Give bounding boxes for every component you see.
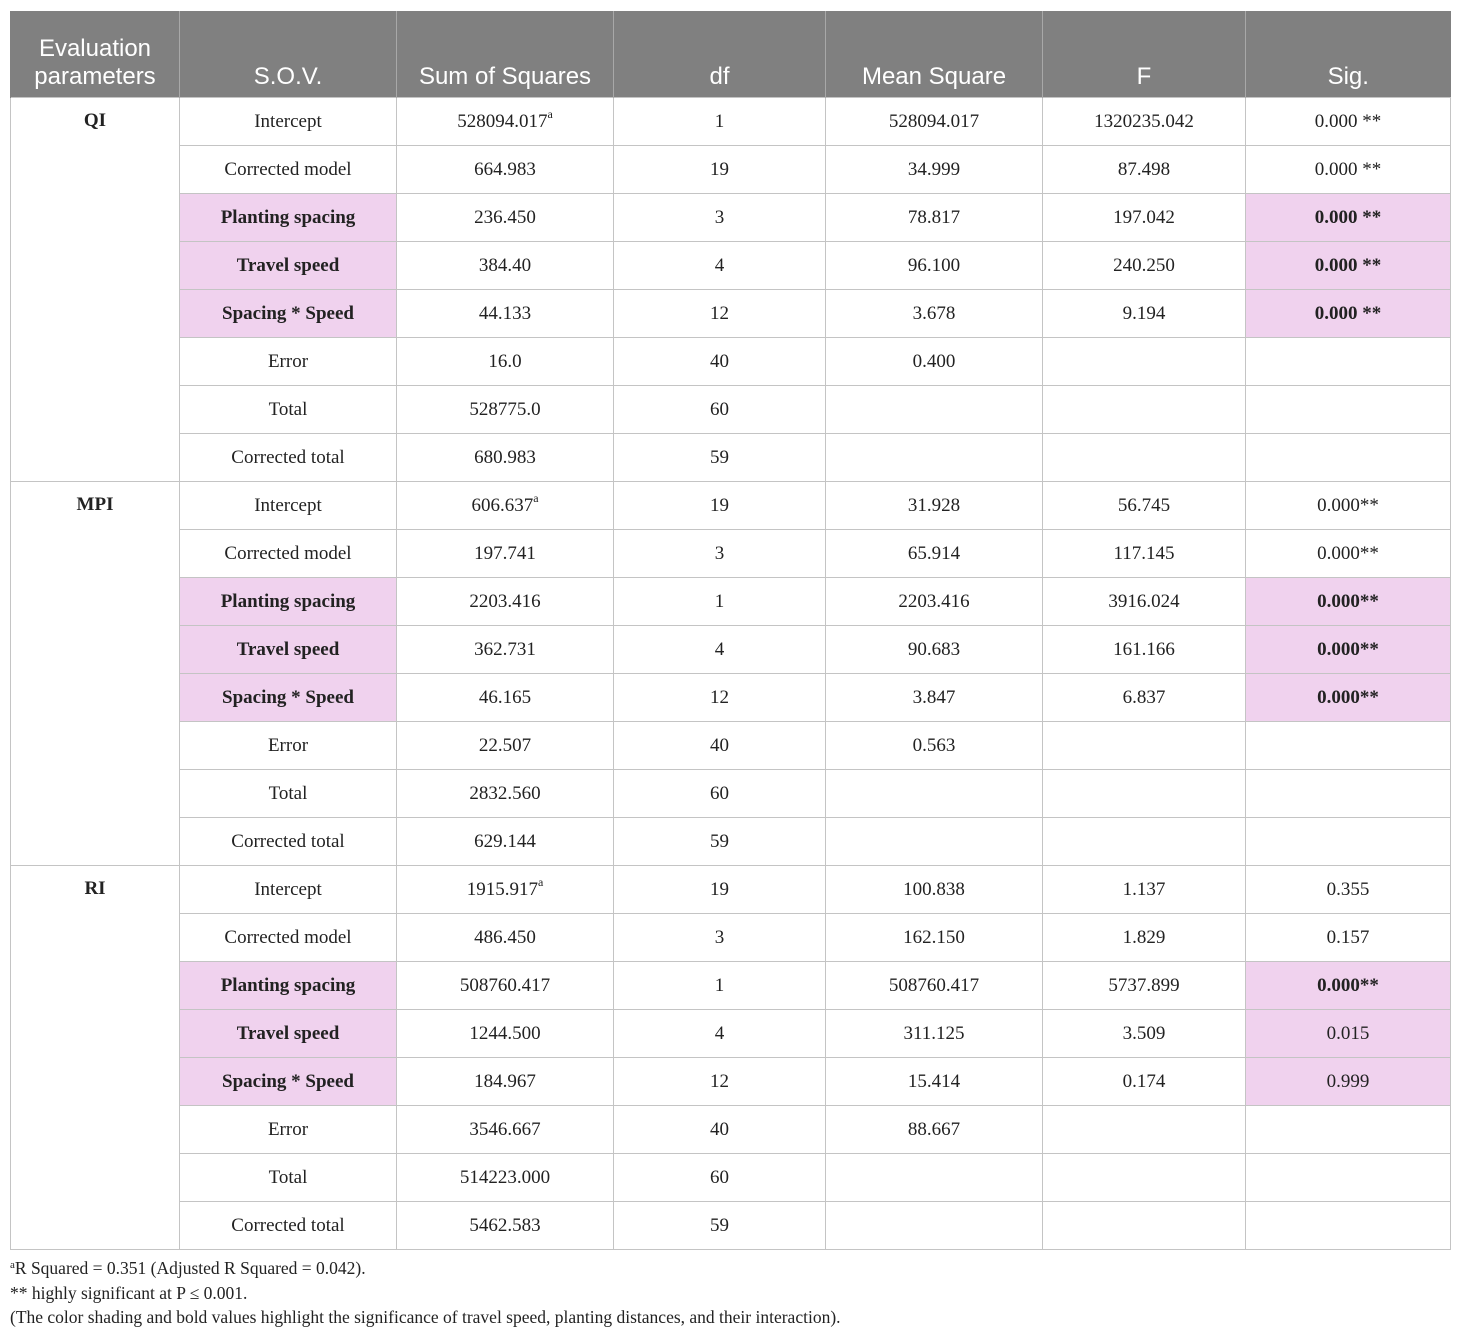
- table-row: [11, 962, 1451, 1010]
- sig-cell: 0.157: [1246, 914, 1451, 962]
- source-cell: Corrected model: [180, 530, 397, 578]
- f-cell: 117.145: [1043, 530, 1246, 578]
- f-cell: 6.837: [1043, 674, 1246, 722]
- sig-cell: 0.000**: [1246, 482, 1451, 530]
- f-cell: 1.137: [1043, 866, 1246, 914]
- f-cell: 1.829: [1043, 914, 1246, 962]
- source-cell: Total: [180, 386, 397, 434]
- table-row: [11, 866, 1451, 914]
- sig-cell: [1246, 434, 1451, 482]
- mean-square-cell: 508760.417: [826, 962, 1043, 1010]
- group-label: QI: [11, 98, 180, 482]
- table-row: [11, 434, 1451, 482]
- group-label: MPI: [11, 482, 180, 866]
- table-row: [11, 578, 1451, 626]
- sig-cell: [1246, 1106, 1451, 1154]
- mean-square-cell: 34.999: [826, 146, 1043, 194]
- sum-of-squares-cell: [397, 914, 614, 962]
- sum-of-squares-cell: [397, 962, 614, 1010]
- sum-of-squares-cell: [397, 194, 614, 242]
- mean-square-cell: [826, 770, 1043, 818]
- sum-of-squares-value: 514223.000: [459, 1166, 551, 1188]
- mean-square-cell: 528094.017: [826, 98, 1043, 146]
- sum-of-squares-value: 2203.416: [469, 590, 541, 612]
- source-cell: Total: [180, 1154, 397, 1202]
- sum-of-squares-cell: [397, 1154, 614, 1202]
- table-row: [11, 338, 1451, 386]
- mean-square-cell: 0.400: [826, 338, 1043, 386]
- mean-square-cell: 311.125: [826, 1010, 1043, 1058]
- df-cell: 59: [614, 434, 826, 482]
- source-cell: Planting spacing: [180, 578, 397, 626]
- footnote-color-shading: (The color shading and bold values highlight the significance of travel speed, planting distances, and their interaction).: [10, 1307, 841, 1327]
- table-row: [11, 98, 1451, 146]
- sum-of-squares-value: 16.0: [488, 350, 522, 372]
- df-cell: 4: [614, 1010, 826, 1058]
- sum-of-squares-cell: [397, 722, 614, 770]
- table-row: [11, 530, 1451, 578]
- sig-cell: 0.000 **: [1246, 98, 1451, 146]
- sig-cell: [1246, 770, 1451, 818]
- footnote-a-marker: a: [10, 1259, 15, 1271]
- f-cell: 161.166: [1043, 626, 1246, 674]
- source-cell: Spacing * Speed: [180, 290, 397, 338]
- df-cell: 12: [614, 674, 826, 722]
- source-cell: Error: [180, 1106, 397, 1154]
- header-f: F: [1043, 11, 1246, 98]
- mean-square-cell: 100.838: [826, 866, 1043, 914]
- df-cell: 4: [614, 242, 826, 290]
- header-row: [11, 11, 1451, 98]
- header-sov: S.O.V.: [180, 11, 397, 98]
- table-row: [11, 914, 1451, 962]
- f-cell: 9.194: [1043, 290, 1246, 338]
- df-cell: 3: [614, 530, 826, 578]
- f-cell: [1043, 434, 1246, 482]
- sum-of-squares-cell: [397, 626, 614, 674]
- sum-of-squares-cell: [397, 674, 614, 722]
- table-row: [11, 818, 1451, 866]
- sum-of-squares-value: 22.507: [478, 734, 532, 756]
- f-cell: [1043, 1202, 1246, 1250]
- f-cell: [1043, 770, 1246, 818]
- sum-of-squares-value: 606.637: [471, 494, 534, 516]
- sum-of-squares-cell: [397, 1010, 614, 1058]
- sum-of-squares-value: 5462.583: [469, 1214, 541, 1236]
- table-row: [11, 290, 1451, 338]
- sum-of-squares-value: 384.40: [478, 254, 532, 276]
- f-cell: 197.042: [1043, 194, 1246, 242]
- sum-of-squares-value: 362.731: [474, 638, 536, 660]
- df-cell: 12: [614, 1058, 826, 1106]
- sig-cell: 0.000**: [1246, 578, 1451, 626]
- df-cell: 1: [614, 578, 826, 626]
- sum-of-squares-value: 1915.917: [466, 878, 538, 900]
- header-sum-of-squares: Sum of Squares: [397, 11, 614, 98]
- mean-square-cell: [826, 818, 1043, 866]
- df-cell: 3: [614, 914, 826, 962]
- mean-square-cell: 96.100: [826, 242, 1043, 290]
- sig-cell: 0.000 **: [1246, 146, 1451, 194]
- df-cell: 40: [614, 1106, 826, 1154]
- source-cell: Spacing * Speed: [180, 674, 397, 722]
- df-cell: 59: [614, 1202, 826, 1250]
- df-cell: 60: [614, 1154, 826, 1202]
- source-cell: Error: [180, 338, 397, 386]
- source-cell: Intercept: [180, 866, 397, 914]
- mean-square-cell: [826, 1202, 1043, 1250]
- f-cell: 0.174: [1043, 1058, 1246, 1106]
- sig-cell: [1246, 722, 1451, 770]
- sig-cell: 0.000**: [1246, 674, 1451, 722]
- sig-cell: 0.999: [1246, 1058, 1451, 1106]
- source-cell: Travel speed: [180, 626, 397, 674]
- mean-square-cell: 0.563: [826, 722, 1043, 770]
- df-cell: 19: [614, 482, 826, 530]
- sig-cell: 0.000**: [1246, 626, 1451, 674]
- sig-cell: 0.000 **: [1246, 290, 1451, 338]
- mean-square-cell: [826, 386, 1043, 434]
- table-row: [11, 482, 1451, 530]
- footnote-a: [10, 1256, 1450, 1281]
- sig-cell: 0.355: [1246, 866, 1451, 914]
- f-cell: [1043, 1106, 1246, 1154]
- sig-cell: [1246, 1202, 1451, 1250]
- table-row: [11, 194, 1451, 242]
- sum-of-squares-value: 664.983: [474, 158, 536, 180]
- sig-cell: 0.000**: [1246, 530, 1451, 578]
- sum-of-squares-cell: [397, 1202, 614, 1250]
- header-sig: Sig.: [1246, 11, 1451, 98]
- sum-of-squares-cell: [397, 242, 614, 290]
- sum-of-squares-value: 528094.017: [457, 110, 548, 132]
- table-row: [11, 674, 1451, 722]
- footnote-significance: ** highly significant at P ≤ 0.001.: [10, 1282, 248, 1303]
- df-cell: 4: [614, 626, 826, 674]
- f-cell: 1320235.042: [1043, 98, 1246, 146]
- sum-of-squares-cell: [397, 1058, 614, 1106]
- f-cell: 240.250: [1043, 242, 1246, 290]
- source-cell: Planting spacing: [180, 962, 397, 1010]
- sum-of-squares-cell: [397, 338, 614, 386]
- source-cell: Spacing * Speed: [180, 1058, 397, 1106]
- sum-of-squares-value: 3546.667: [469, 1118, 541, 1140]
- df-cell: 1: [614, 962, 826, 1010]
- mean-square-cell: 2203.416: [826, 578, 1043, 626]
- sig-cell: 0.000**: [1246, 962, 1451, 1010]
- sum-of-squares-value: 486.450: [474, 926, 536, 948]
- f-cell: 3.509: [1043, 1010, 1246, 1058]
- sum-of-squares-cell: [397, 482, 614, 530]
- source-cell: Corrected model: [180, 914, 397, 962]
- sig-cell: 0.000 **: [1246, 194, 1451, 242]
- sum-of-squares-value: 2832.560: [469, 782, 541, 804]
- header-mean-square: Mean Square: [826, 11, 1043, 98]
- sum-of-squares-value: 1244.500: [469, 1022, 541, 1044]
- f-cell: [1043, 818, 1246, 866]
- sig-cell: [1246, 386, 1451, 434]
- table-row: [11, 386, 1451, 434]
- mean-square-cell: 3.678: [826, 290, 1043, 338]
- source-cell: Corrected total: [180, 434, 397, 482]
- table-row: [11, 770, 1451, 818]
- table-row: [11, 1058, 1451, 1106]
- sum-of-squares-value: 680.983: [474, 446, 536, 468]
- table-body: [11, 98, 1451, 1250]
- sum-of-squares-cell: [397, 386, 614, 434]
- df-cell: 40: [614, 722, 826, 770]
- sig-cell: 0.015: [1246, 1010, 1451, 1058]
- header-df: df: [614, 11, 826, 98]
- sig-cell: [1246, 818, 1451, 866]
- f-cell: 3916.024: [1043, 578, 1246, 626]
- df-cell: 40: [614, 338, 826, 386]
- f-cell: [1043, 338, 1246, 386]
- sig-cell: [1246, 1154, 1451, 1202]
- mean-square-cell: 31.928: [826, 482, 1043, 530]
- mean-square-cell: [826, 434, 1043, 482]
- f-cell: 5737.899: [1043, 962, 1246, 1010]
- df-cell: 60: [614, 386, 826, 434]
- sig-cell: 0.000 **: [1246, 242, 1451, 290]
- sum-of-squares-cell: [397, 770, 614, 818]
- source-cell: Intercept: [180, 98, 397, 146]
- sum-of-squares-cell: [397, 290, 614, 338]
- sum-of-squares-cell: [397, 146, 614, 194]
- source-cell: Travel speed: [180, 1010, 397, 1058]
- sum-of-squares-cell: [397, 578, 614, 626]
- sum-of-squares-value: 528775.0: [469, 398, 541, 420]
- header-evaluation-parameters: Evaluation parameters: [11, 11, 180, 98]
- sum-of-squares-cell: [397, 818, 614, 866]
- f-cell: [1043, 386, 1246, 434]
- group-label: RI: [11, 866, 180, 1250]
- sum-of-squares-cell: [397, 530, 614, 578]
- anova-table: [10, 11, 1451, 1250]
- footnote-marker: a: [533, 490, 539, 505]
- anova-table-container: [10, 11, 1450, 1330]
- table-row: [11, 146, 1451, 194]
- f-cell: [1043, 1154, 1246, 1202]
- table-row: [11, 1106, 1451, 1154]
- source-cell: Planting spacing: [180, 194, 397, 242]
- sum-of-squares-value: 508760.417: [459, 974, 551, 996]
- table-row: [11, 1202, 1451, 1250]
- source-cell: Corrected total: [180, 818, 397, 866]
- source-cell: Corrected total: [180, 1202, 397, 1250]
- sum-of-squares-cell: [397, 866, 614, 914]
- df-cell: 19: [614, 146, 826, 194]
- table-footnotes: [10, 1256, 1450, 1330]
- df-cell: 1: [614, 98, 826, 146]
- df-cell: 59: [614, 818, 826, 866]
- mean-square-cell: 90.683: [826, 626, 1043, 674]
- footnote-marker: a: [537, 874, 544, 889]
- mean-square-cell: 88.667: [826, 1106, 1043, 1154]
- mean-square-cell: [826, 1154, 1043, 1202]
- sum-of-squares-value: 629.144: [474, 830, 536, 852]
- source-cell: Corrected model: [180, 146, 397, 194]
- source-cell: Travel speed: [180, 242, 397, 290]
- df-cell: 12: [614, 290, 826, 338]
- source-cell: Error: [180, 722, 397, 770]
- sum-of-squares-cell: [397, 434, 614, 482]
- table-row: [11, 1010, 1451, 1058]
- df-cell: 19: [614, 866, 826, 914]
- df-cell: 60: [614, 770, 826, 818]
- table-row: [11, 242, 1451, 290]
- f-cell: 87.498: [1043, 146, 1246, 194]
- df-cell: 3: [614, 194, 826, 242]
- footnote-a-text: R Squared = 0.351 (Adjusted R Squared = 0.042).: [14, 1258, 366, 1278]
- f-cell: [1043, 722, 1246, 770]
- f-cell: 56.745: [1043, 482, 1246, 530]
- table-row: [11, 1154, 1451, 1202]
- sum-of-squares-value: 184.967: [474, 1070, 536, 1092]
- mean-square-cell: 78.817: [826, 194, 1043, 242]
- mean-square-cell: 15.414: [826, 1058, 1043, 1106]
- source-cell: Total: [180, 770, 397, 818]
- sum-of-squares-value: 197.741: [474, 542, 536, 564]
- sum-of-squares-value: 236.450: [474, 206, 536, 228]
- sig-cell: [1246, 338, 1451, 386]
- mean-square-cell: 65.914: [826, 530, 1043, 578]
- sum-of-squares-cell: [397, 1106, 614, 1154]
- sum-of-squares-value: 46.165: [478, 686, 532, 708]
- table-row: [11, 722, 1451, 770]
- source-cell: Intercept: [180, 482, 397, 530]
- sum-of-squares-cell: [397, 98, 614, 146]
- mean-square-cell: 162.150: [826, 914, 1043, 962]
- sum-of-squares-value: 44.133: [478, 302, 532, 324]
- footnote-marker: a: [547, 106, 553, 121]
- mean-square-cell: 3.847: [826, 674, 1043, 722]
- table-row: [11, 626, 1451, 674]
